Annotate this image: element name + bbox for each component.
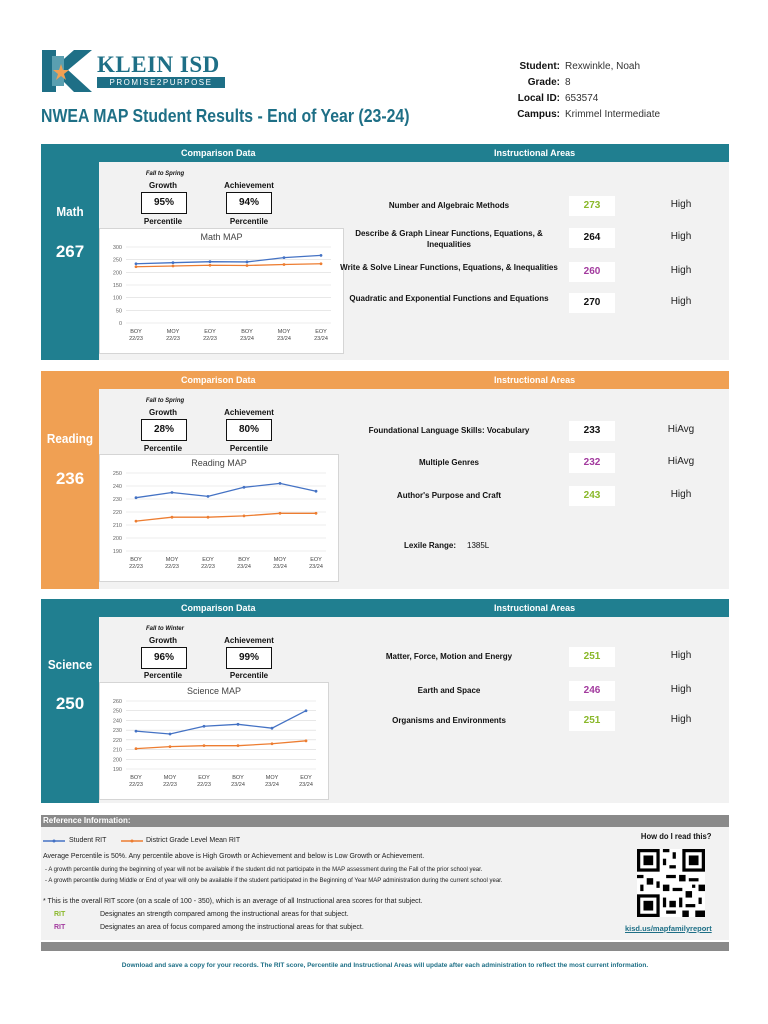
y-tick-label: 200 bbox=[112, 757, 122, 764]
comparison-header: Comparison Data bbox=[181, 603, 256, 613]
series-line bbox=[136, 513, 316, 521]
data-point bbox=[283, 256, 286, 259]
data-point bbox=[172, 265, 175, 268]
x-tick-label: BOY 23/24 bbox=[237, 557, 251, 570]
info-key: Student: bbox=[519, 60, 560, 72]
instructional-area-name: Foundational Language Skills: Vocabulary bbox=[368, 426, 530, 435]
y-tick-label: 200 bbox=[112, 270, 122, 277]
subject-score: 236 bbox=[55, 469, 85, 488]
growth-percentile: 95% bbox=[141, 192, 187, 214]
period-label: Fall to Spring bbox=[145, 398, 185, 404]
instructional-area-level: High bbox=[670, 231, 692, 242]
instructional-area-rit: 251 bbox=[569, 711, 615, 731]
qr-title: How do I read this? bbox=[640, 831, 712, 841]
data-point bbox=[209, 264, 212, 267]
math-side-panel bbox=[41, 144, 99, 360]
x-tick-label: MOY 22/23 bbox=[165, 557, 179, 570]
reference-line-2: - A growth percentile during the beginning of year will not be available if the student did not participate in the MAP assessment during the Fall of the prior school year. bbox=[45, 867, 483, 873]
info-row-grade bbox=[470, 74, 730, 90]
y-tick-label: 250 bbox=[112, 257, 122, 264]
instructional-area-name: Number and Algebraic Methods bbox=[388, 201, 510, 210]
data-point bbox=[169, 733, 172, 736]
data-point bbox=[209, 260, 212, 263]
comparison-header: Comparison Data bbox=[181, 148, 256, 158]
science-side-panel bbox=[41, 599, 99, 803]
data-point bbox=[315, 490, 318, 493]
x-tick-label: EOY 22/23 bbox=[201, 557, 215, 570]
math-line-chart bbox=[100, 229, 343, 353]
k-logo-icon bbox=[40, 46, 96, 94]
data-point bbox=[169, 745, 172, 748]
data-point bbox=[237, 723, 240, 726]
reading-line-chart bbox=[100, 455, 338, 581]
reading-side-panel bbox=[41, 371, 99, 589]
data-point bbox=[135, 520, 138, 523]
info-value: Krimmel Intermediate bbox=[565, 108, 661, 120]
chart-title: Math MAP bbox=[200, 232, 243, 242]
data-point bbox=[171, 516, 174, 519]
instructional-area-name: Organisms and Environments bbox=[392, 716, 506, 725]
science-header-bar bbox=[99, 599, 729, 617]
instructional-area-rit: 243 bbox=[569, 486, 615, 506]
instructional-area-rit: 233 bbox=[569, 421, 615, 441]
series-line bbox=[136, 741, 306, 749]
page-title: NWEA MAP Student Results - End of Year (23-24) bbox=[41, 106, 410, 126]
y-tick-label: 210 bbox=[112, 523, 122, 529]
y-tick-label: 50 bbox=[115, 308, 122, 315]
growth-label: Growth bbox=[149, 636, 177, 645]
data-point bbox=[283, 263, 286, 266]
x-tick-label: EOY 23/24 bbox=[309, 557, 323, 570]
instructional-area-rit: 260 bbox=[569, 262, 615, 282]
instructional-header: Instructional Areas bbox=[494, 375, 576, 385]
rit-strength-label: RIT bbox=[54, 911, 66, 918]
x-tick-label: EOY 23/24 bbox=[314, 329, 328, 342]
instructional-area-rit: 232 bbox=[569, 453, 615, 473]
instructional-area-name: Author's Purpose and Craft bbox=[396, 491, 502, 500]
percentile-label: Percentile bbox=[143, 217, 183, 226]
info-row-campus bbox=[470, 106, 730, 122]
percentile-label: Percentile bbox=[143, 444, 183, 453]
subject-name: Science bbox=[47, 657, 93, 672]
y-tick-label: 150 bbox=[112, 283, 122, 289]
data-point bbox=[135, 262, 138, 265]
x-tick-label: BOY 22/23 bbox=[129, 557, 143, 570]
instructional-area-level: HiAvg bbox=[667, 456, 695, 467]
data-point bbox=[135, 730, 138, 733]
student-rit-legend-icon bbox=[43, 838, 65, 844]
instructional-area-rit: 270 bbox=[569, 293, 615, 313]
reading-chart bbox=[99, 454, 339, 582]
y-tick-label: 0 bbox=[118, 321, 122, 327]
info-value: 653574 bbox=[565, 92, 599, 104]
subject-name: Reading bbox=[46, 431, 94, 446]
qr-link[interactable]: kisd.us/mapfamilyreport bbox=[625, 924, 712, 933]
rit-focus-label: RIT bbox=[54, 924, 66, 931]
instructional-area-level: HiAvg bbox=[667, 424, 695, 435]
period-label: Fall to Spring bbox=[145, 171, 185, 177]
info-value: 8 bbox=[565, 76, 571, 88]
math-header-bar bbox=[99, 144, 729, 162]
instructional-header: Instructional Areas bbox=[494, 603, 576, 613]
percentile-label: Percentile bbox=[229, 444, 269, 453]
instructional-area-name: Write & Solve Linear Functions, Equations, & Inequalities bbox=[340, 263, 558, 272]
chart-title: Reading MAP bbox=[191, 458, 247, 468]
data-point bbox=[207, 516, 210, 519]
instructional-area-name: Quadratic and Exponential Functions and Equations bbox=[349, 294, 549, 303]
info-key: Campus: bbox=[517, 108, 560, 120]
achievement-percentile: 80% bbox=[226, 419, 272, 441]
instructional-area-level: High bbox=[670, 296, 692, 307]
reference-title: Reference Information: bbox=[41, 815, 729, 827]
rit-strength-text: Designates an strength compared among the instructional areas for that subject. bbox=[100, 911, 349, 918]
y-tick-label: 300 bbox=[112, 245, 122, 251]
data-point bbox=[305, 739, 308, 742]
y-tick-label: 250 bbox=[112, 708, 122, 715]
series-line bbox=[136, 711, 306, 734]
growth-percentile: 28% bbox=[141, 419, 187, 441]
x-tick-label: BOY 23/24 bbox=[240, 329, 254, 342]
student-info bbox=[470, 58, 730, 122]
data-point bbox=[279, 482, 282, 485]
reference-line-4: * This is the overall RIT score (on a scale of 100 - 350), which is an average of all Instructional area scores for that subject. bbox=[43, 898, 423, 905]
x-tick-label: MOY 22/23 bbox=[163, 775, 177, 788]
growth-label: Growth bbox=[149, 181, 177, 190]
instructional-area-level: High bbox=[670, 684, 692, 695]
qr-code-icon[interactable] bbox=[637, 849, 705, 917]
y-tick-label: 220 bbox=[112, 737, 122, 744]
instructional-area-rit: 246 bbox=[569, 681, 615, 701]
y-tick-label: 240 bbox=[112, 484, 122, 490]
data-point bbox=[135, 496, 138, 499]
lexile-value: 1385L bbox=[467, 541, 490, 550]
info-key: Local ID: bbox=[517, 92, 560, 104]
instructional-area-name: Describe & Graph Linear Functions, Equations, & Inequalities bbox=[355, 229, 543, 249]
data-point bbox=[243, 486, 246, 489]
instructional-area-level: High bbox=[670, 199, 692, 210]
period-label: Fall to Winter bbox=[146, 626, 184, 632]
data-point bbox=[315, 512, 318, 515]
x-tick-label: MOY 22/23 bbox=[166, 329, 180, 342]
data-point bbox=[172, 261, 175, 264]
x-tick-label: BOY 22/23 bbox=[129, 329, 143, 342]
x-tick-label: BOY 23/24 bbox=[231, 775, 245, 788]
percentile-label: Percentile bbox=[229, 217, 269, 226]
data-point bbox=[271, 727, 274, 730]
achievement-label: Achievement bbox=[224, 408, 274, 417]
achievement-label: Achievement bbox=[224, 181, 274, 190]
y-tick-label: 220 bbox=[112, 510, 122, 516]
y-tick-label: 190 bbox=[112, 549, 122, 555]
reading-panel bbox=[99, 389, 729, 589]
percentile-label: Percentile bbox=[143, 671, 183, 680]
data-point bbox=[271, 742, 274, 745]
chart-title: Science MAP bbox=[186, 686, 242, 696]
instructional-area-level: High bbox=[670, 714, 692, 725]
achievement-label: Achievement bbox=[224, 636, 274, 645]
brand-name: KLEIN ISD bbox=[97, 52, 220, 77]
info-row-local-id bbox=[470, 90, 730, 106]
subject-score: 267 bbox=[55, 242, 85, 261]
data-point bbox=[203, 725, 206, 728]
district-rit-legend-icon bbox=[121, 838, 143, 844]
x-tick-label: MOY 23/24 bbox=[273, 557, 287, 570]
x-tick-label: EOY 22/23 bbox=[203, 329, 217, 342]
info-key: Grade: bbox=[527, 76, 560, 88]
data-point bbox=[320, 262, 323, 265]
data-point bbox=[135, 265, 138, 268]
y-tick-label: 200 bbox=[112, 536, 122, 542]
series-line bbox=[136, 483, 316, 497]
y-tick-label: 260 bbox=[112, 699, 122, 705]
y-tick-label: 240 bbox=[112, 718, 122, 725]
series-line bbox=[136, 264, 321, 267]
data-point bbox=[246, 264, 249, 267]
instructional-header: Instructional Areas bbox=[494, 148, 576, 158]
instructional-area-level: High bbox=[670, 265, 692, 276]
footer-note: Download and save a copy for your records. The RIT score, Percentile and Instructional Areas will update after each administration to reflect the most current information. bbox=[121, 962, 649, 969]
instructional-area-rit: 264 bbox=[569, 228, 615, 248]
info-row-student bbox=[470, 58, 730, 74]
math-panel bbox=[99, 162, 729, 360]
percentile-label: Percentile bbox=[229, 671, 269, 680]
math-chart bbox=[99, 228, 344, 354]
rit-focus-text: Designates an area of focus compared among the instructional areas for that subject. bbox=[100, 924, 364, 931]
instructional-area-name: Multiple Genres bbox=[418, 458, 479, 467]
y-tick-label: 100 bbox=[112, 295, 122, 302]
info-value: Rexwinkle, Noah bbox=[565, 60, 641, 72]
instructional-area-rit: 273 bbox=[569, 196, 615, 216]
data-point bbox=[171, 491, 174, 494]
y-tick-label: 230 bbox=[112, 497, 122, 503]
x-tick-label: MOY 23/24 bbox=[277, 329, 291, 342]
growth-label: Growth bbox=[149, 408, 177, 417]
data-point bbox=[203, 744, 206, 747]
y-tick-label: 210 bbox=[112, 747, 122, 754]
science-panel bbox=[99, 617, 729, 803]
y-tick-label: 230 bbox=[112, 728, 122, 735]
legend-district: District Grade Level Mean RIT bbox=[146, 837, 241, 844]
achievement-percentile: 99% bbox=[226, 647, 272, 669]
science-line-chart bbox=[100, 683, 328, 799]
achievement-percentile: 94% bbox=[226, 192, 272, 214]
x-tick-label: EOY 23/24 bbox=[299, 775, 313, 788]
data-point bbox=[320, 254, 323, 257]
growth-percentile: 96% bbox=[141, 647, 187, 669]
reference-line-1: Average Percentile is 50%. Any percentile above is High Growth or Achievement and below is Low Growth or Achievement. bbox=[43, 853, 425, 860]
legend-student: Student RIT bbox=[69, 837, 107, 844]
y-tick-label: 250 bbox=[112, 471, 122, 477]
instructional-area-name: Earth and Space bbox=[417, 686, 481, 695]
subject-score: 250 bbox=[55, 694, 85, 713]
x-tick-label: MOY 23/24 bbox=[265, 775, 279, 788]
data-point bbox=[207, 495, 210, 498]
lexile-label: Lexile Range: bbox=[404, 541, 457, 550]
comparison-header: Comparison Data bbox=[181, 375, 256, 385]
instructional-area-level: High bbox=[670, 650, 692, 661]
y-tick-label: 190 bbox=[112, 767, 122, 773]
instructional-area-rit: 251 bbox=[569, 647, 615, 667]
data-point bbox=[279, 512, 282, 515]
instructional-area-level: High bbox=[670, 489, 692, 500]
data-point bbox=[305, 709, 308, 712]
x-tick-label: BOY 22/23 bbox=[129, 775, 143, 788]
brand-tagline: PROMISE2PURPOSE bbox=[97, 77, 225, 88]
x-tick-label: EOY 22/23 bbox=[197, 775, 211, 788]
subject-name: Math bbox=[56, 204, 84, 219]
data-point bbox=[246, 261, 249, 264]
bottom-divider bbox=[41, 942, 729, 951]
reference-area bbox=[41, 827, 729, 940]
reading-header-bar bbox=[99, 371, 729, 389]
instructional-area-name: Matter, Force, Motion and Energy bbox=[385, 652, 513, 661]
data-point bbox=[243, 515, 246, 518]
science-chart bbox=[99, 682, 329, 800]
data-point bbox=[237, 744, 240, 747]
data-point bbox=[135, 747, 138, 750]
reference-line-3: - A growth percentile during Middle or End of year will only be available if the student participated in the Beginning of Year MAP administration during the current school year. bbox=[45, 878, 503, 884]
